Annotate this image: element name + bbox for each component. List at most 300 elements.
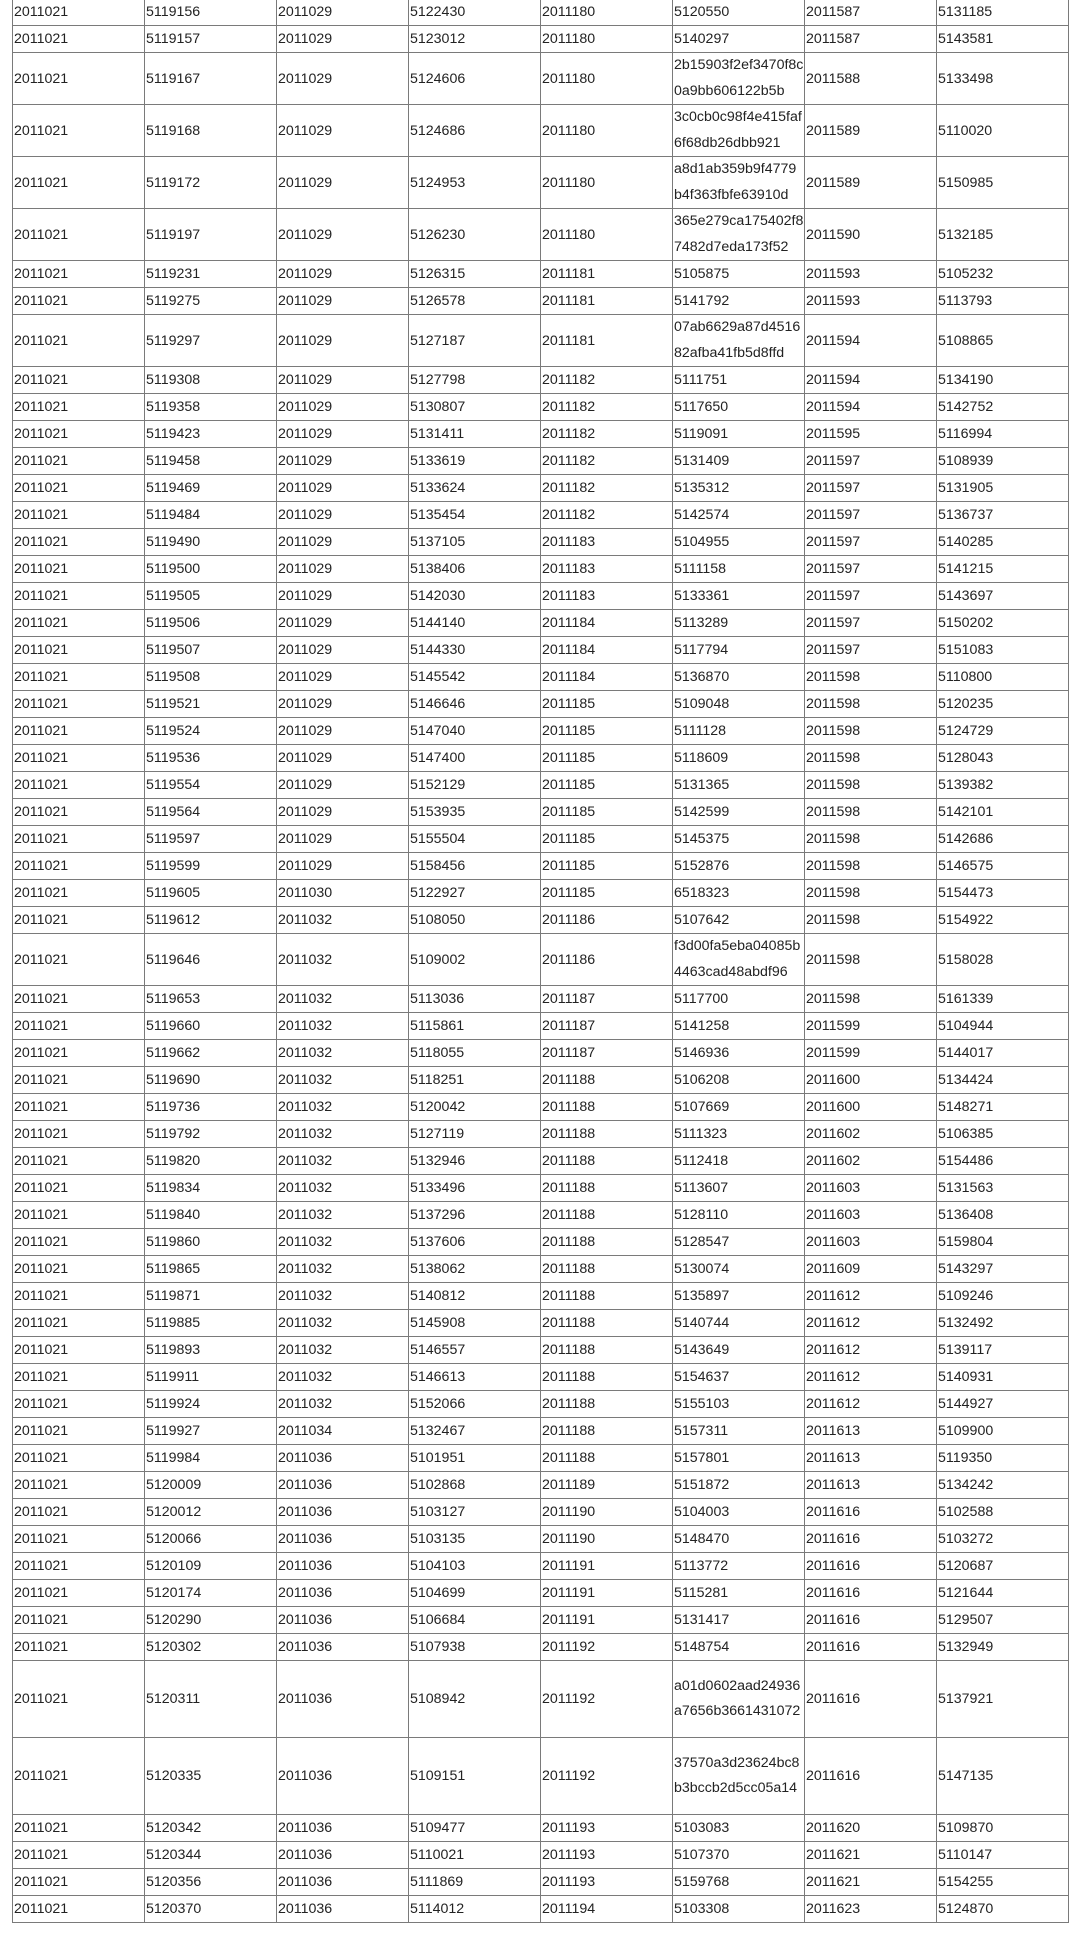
table-cell: 2011183 [541,529,673,556]
table-cell: 5147040 [409,718,541,745]
table-cell: 2011021 [13,1634,145,1661]
table-cell: 5109002 [409,934,541,986]
table-cell: 5110800 [937,664,1069,691]
table-row [13,1364,1069,1391]
table-cell: 5104103 [409,1553,541,1580]
table-cell: 2011182 [541,502,673,529]
table-row [13,529,1069,556]
table-cell: 5135312 [673,475,805,502]
table-cell: 5161339 [937,986,1069,1013]
table-row [13,367,1069,394]
table-cell: 2011032 [277,1202,409,1229]
table-cell: 2011185 [541,718,673,745]
table-cell: 5155504 [409,826,541,853]
table-cell: 5159768 [673,1869,805,1896]
table-cell: 5132492 [937,1310,1069,1337]
table-cell: 2011036 [277,1896,409,1923]
table-cell: 2011180 [541,209,673,261]
table-cell: 5120335 [145,1738,277,1815]
table-cell: 2011021 [13,261,145,288]
table-cell: 5120042 [409,1094,541,1121]
table-cell: 5103127 [409,1499,541,1526]
table-cell: 2011032 [277,1310,409,1337]
table-cell: 2011021 [13,53,145,105]
table-cell: 5114012 [409,1896,541,1923]
table-cell: 2011021 [13,880,145,907]
table-row [13,583,1069,610]
table-cell: 5138406 [409,556,541,583]
table-cell: 2011021 [13,367,145,394]
table-cell: 5133498 [937,53,1069,105]
table-cell: 5111128 [673,718,805,745]
table-cell: 5148271 [937,1094,1069,1121]
table-cell: 2011032 [277,934,409,986]
table-cell: 2011589 [805,157,937,209]
table-cell: 2011180 [541,53,673,105]
table-cell: 2011185 [541,772,673,799]
table-cell: 2011029 [277,157,409,209]
table-cell: 2011613 [805,1418,937,1445]
table-cell: 5109246 [937,1283,1069,1310]
table-cell: 5121644 [937,1580,1069,1607]
table-cell: 2011034 [277,1418,409,1445]
table-cell: 2011188 [541,1148,673,1175]
table-cell: 2011029 [277,691,409,718]
table-row [13,475,1069,502]
table-cell: 2011616 [805,1499,937,1526]
table-cell: 2011185 [541,826,673,853]
table-cell: 5155103 [673,1391,805,1418]
table-cell: 5119469 [145,475,277,502]
table-cell: 2011182 [541,421,673,448]
table-cell: 5119860 [145,1229,277,1256]
table-cell: 2011021 [13,1094,145,1121]
table-cell: 2011036 [277,1607,409,1634]
table-row [13,157,1069,209]
table-cell: 2011021 [13,1337,145,1364]
table-cell: 5128110 [673,1202,805,1229]
table-cell: 5110147 [937,1842,1069,1869]
table-cell: 5144330 [409,637,541,664]
table-cell: 2011180 [541,0,673,26]
table-cell: 5144140 [409,610,541,637]
table-cell: 2011021 [13,1256,145,1283]
table-cell: 2011021 [13,421,145,448]
table-cell: 5119911 [145,1364,277,1391]
table-cell: 5120235 [937,691,1069,718]
table-row [13,1526,1069,1553]
table-cell: 2011600 [805,1094,937,1121]
table-cell: 2011616 [805,1634,937,1661]
table-cell: 5119358 [145,394,277,421]
table-row [13,1283,1069,1310]
table-cell: 5105232 [937,261,1069,288]
table-cell: 5146575 [937,853,1069,880]
table-cell: 2011029 [277,502,409,529]
table-cell: 2011193 [541,1869,673,1896]
table-row [13,261,1069,288]
table-cell: 5133624 [409,475,541,502]
table-cell: 2011029 [277,315,409,367]
table-cell: 3c0cb0c98f4e415faf6f68db26dbb921 [673,105,805,157]
table-cell: 2011598 [805,772,937,799]
table-cell: 5150985 [937,157,1069,209]
table-cell: 5122927 [409,880,541,907]
table-cell: 5143649 [673,1337,805,1364]
table-cell: 07ab6629a87d451682afba41fb5d8ffd [673,315,805,367]
table-cell: 2011612 [805,1283,937,1310]
table-cell: 2011188 [541,1202,673,1229]
table-cell: 2011036 [277,1472,409,1499]
table-cell: 2011036 [277,1526,409,1553]
table-cell: 5120174 [145,1580,277,1607]
table-cell: 2011587 [805,26,937,53]
table-cell: 2011032 [277,1229,409,1256]
table-cell: 2011598 [805,880,937,907]
table-cell: 5124953 [409,157,541,209]
table-cell: 5142752 [937,394,1069,421]
table-cell: 2011616 [805,1607,937,1634]
table-cell: 2011029 [277,53,409,105]
table-cell: 5137606 [409,1229,541,1256]
table-cell: 2011029 [277,0,409,26]
table-cell: 5119156 [145,0,277,26]
table-cell: 5152066 [409,1391,541,1418]
table-cell: 2011616 [805,1738,937,1815]
table-cell: 2011029 [277,288,409,315]
table-cell: 2011032 [277,1256,409,1283]
table-cell: 5132185 [937,209,1069,261]
table-cell: 5158456 [409,853,541,880]
table-cell: 2011021 [13,529,145,556]
table-cell: 5103272 [937,1526,1069,1553]
table-cell: 5120370 [145,1896,277,1923]
table-cell: 2011021 [13,1364,145,1391]
table-cell: 2011594 [805,394,937,421]
table-cell: 5110020 [937,105,1069,157]
table-cell: 2011599 [805,1040,937,1067]
table-cell: 5119297 [145,315,277,367]
table-row [13,421,1069,448]
table-cell: 2011029 [277,367,409,394]
table-cell: 2011185 [541,853,673,880]
table-cell: 5119091 [673,421,805,448]
table-cell: 5126230 [409,209,541,261]
table-cell: 5159804 [937,1229,1069,1256]
data-table [12,0,1069,1923]
table-cell: 5142686 [937,826,1069,853]
table-cell: 2011029 [277,421,409,448]
table-row [13,209,1069,261]
table-row [13,0,1069,26]
table-cell: 2011589 [805,105,937,157]
table-cell: 2011190 [541,1526,673,1553]
table-cell: 2011598 [805,745,937,772]
table-row [13,826,1069,853]
table-cell: 5106208 [673,1067,805,1094]
table-cell: 5143697 [937,583,1069,610]
table-row [13,610,1069,637]
table-cell: 2011188 [541,1445,673,1472]
table-cell: 2011612 [805,1391,937,1418]
table-cell: 2011598 [805,907,937,934]
table-cell: 5119490 [145,529,277,556]
table-cell: 2011597 [805,475,937,502]
table-cell: 5119167 [145,53,277,105]
table-cell: 2011021 [13,1121,145,1148]
table-cell: 5119893 [145,1337,277,1364]
table-cell: 5154922 [937,907,1069,934]
table-cell: 5104955 [673,529,805,556]
table-cell: 2011598 [805,718,937,745]
table-cell: 2011029 [277,26,409,53]
table-cell: 5107938 [409,1634,541,1661]
table-cell: 2011180 [541,105,673,157]
table-cell: 2011597 [805,637,937,664]
table-cell: 2011598 [805,826,937,853]
table-cell: 2011021 [13,502,145,529]
table-cell: 2011021 [13,209,145,261]
table-cell: 5152129 [409,772,541,799]
table-cell: 2011032 [277,1067,409,1094]
table-cell: 2011188 [541,1337,673,1364]
table-cell: 5140285 [937,529,1069,556]
table-cell: 5143581 [937,26,1069,53]
table-cell: 5119660 [145,1013,277,1040]
table-cell: 5119820 [145,1148,277,1175]
table-cell: 2011021 [13,475,145,502]
table-cell: 5136870 [673,664,805,691]
table-row [13,502,1069,529]
table-cell: 2011188 [541,1175,673,1202]
table-cell: 2011190 [541,1499,673,1526]
table-row [13,1121,1069,1148]
table-row [13,637,1069,664]
table-cell: 2011021 [13,1013,145,1040]
table-cell: 2011021 [13,1661,145,1738]
table-cell: 5133361 [673,583,805,610]
table-cell: 2011603 [805,1229,937,1256]
table-cell: 5119792 [145,1121,277,1148]
table-cell: 5112418 [673,1148,805,1175]
table-cell: 5123012 [409,26,541,53]
table-cell: 5126578 [409,288,541,315]
table-cell: 2011613 [805,1445,937,1472]
table-cell: 2011021 [13,1869,145,1896]
table-cell: 5146646 [409,691,541,718]
table-cell: 5118609 [673,745,805,772]
table-cell: 2011029 [277,583,409,610]
table-cell: 2011185 [541,745,673,772]
table-cell: 5119690 [145,1067,277,1094]
table-row [13,718,1069,745]
table-cell: 5148754 [673,1634,805,1661]
table-cell: 5117794 [673,637,805,664]
table-cell: 2011032 [277,1391,409,1418]
table-cell: 5137296 [409,1202,541,1229]
table-row [13,1094,1069,1121]
table-row [13,1472,1069,1499]
table-cell: 5131905 [937,475,1069,502]
table-cell: 2011182 [541,448,673,475]
table-cell: 5103083 [673,1815,805,1842]
table-cell: 2011029 [277,853,409,880]
table-cell: 2011029 [277,556,409,583]
table-cell: 5108865 [937,315,1069,367]
table-cell: 2011620 [805,1815,937,1842]
table-row [13,691,1069,718]
table-cell: 2011021 [13,1499,145,1526]
table-cell: 2011194 [541,1896,673,1923]
table-cell: 5119554 [145,772,277,799]
table-cell: 2011021 [13,610,145,637]
table-cell: 5120066 [145,1526,277,1553]
table-cell: 5158028 [937,934,1069,986]
table-cell: 5154637 [673,1364,805,1391]
table-cell: 5109477 [409,1815,541,1842]
table-cell: 5122430 [409,0,541,26]
table-cell: 2011189 [541,1472,673,1499]
table-cell: 2011021 [13,105,145,157]
table-cell: 5119865 [145,1256,277,1283]
table-row [13,1418,1069,1445]
table-cell: 2011188 [541,1391,673,1418]
table-cell: 5119612 [145,907,277,934]
table-cell: 5106385 [937,1121,1069,1148]
table-cell: 2011021 [13,556,145,583]
table-cell: 5107370 [673,1842,805,1869]
table-row [13,26,1069,53]
table-row [13,1229,1069,1256]
table-cell: 2011185 [541,691,673,718]
table-cell: 5119524 [145,718,277,745]
table-cell: 2011029 [277,664,409,691]
table-cell: 2011021 [13,1067,145,1094]
table-cell: 5119197 [145,209,277,261]
table-cell: 2011192 [541,1661,673,1738]
table-cell: 2011616 [805,1580,937,1607]
table-cell: 2011021 [13,1040,145,1067]
table-cell: 5137105 [409,529,541,556]
table-cell: 5113036 [409,986,541,1013]
table-cell: 5111751 [673,367,805,394]
table-cell: 6518323 [673,880,805,907]
table-cell: 5133619 [409,448,541,475]
table-cell: 5150202 [937,610,1069,637]
table-cell: 2011593 [805,261,937,288]
table-cell: 5148470 [673,1526,805,1553]
table-cell: 5131185 [937,0,1069,26]
table-cell: 2011021 [13,1553,145,1580]
table-cell: 2011185 [541,880,673,907]
table-cell: 5141215 [937,556,1069,583]
table-cell: 5119885 [145,1310,277,1337]
table-cell: 2011188 [541,1283,673,1310]
table-cell: 2011029 [277,799,409,826]
table-cell: 5131417 [673,1607,805,1634]
table-cell: 5111323 [673,1121,805,1148]
table-cell: 2011021 [13,637,145,664]
table-cell: 2011032 [277,1364,409,1391]
table-cell: 5143297 [937,1256,1069,1283]
table-row [13,853,1069,880]
data-table-container [12,0,1068,1923]
table-cell: 2011021 [13,1175,145,1202]
table-cell: 2011588 [805,53,937,105]
table-cell: 2011598 [805,664,937,691]
table-cell: 2011602 [805,1148,937,1175]
table-cell: 5140812 [409,1283,541,1310]
table-cell: 5119172 [145,157,277,209]
table-cell: 2011029 [277,772,409,799]
table-cell: 2011029 [277,637,409,664]
table-cell: f3d00fa5eba04085b4463cad48abdf96 [673,934,805,986]
table-row [13,1202,1069,1229]
table-row [13,315,1069,367]
table-cell: 5139117 [937,1337,1069,1364]
table-cell: 2011597 [805,502,937,529]
table-row [13,1391,1069,1418]
table-cell: 5119924 [145,1391,277,1418]
table-cell: 5119662 [145,1040,277,1067]
table-cell: 2011602 [805,1121,937,1148]
table-cell: 2011036 [277,1445,409,1472]
table-cell: 2011036 [277,1869,409,1896]
table-cell: 2011597 [805,610,937,637]
table-cell: 5142030 [409,583,541,610]
table-cell: 5124729 [937,718,1069,745]
table-row [13,880,1069,907]
table-cell: 5131411 [409,421,541,448]
table-cell: 2011594 [805,315,937,367]
table-cell: 2011029 [277,529,409,556]
table-cell: 5118055 [409,1040,541,1067]
table-cell: 2011186 [541,934,673,986]
table-row [13,394,1069,421]
table-cell: 5119597 [145,826,277,853]
table-cell: 2011021 [13,26,145,53]
table-cell: 5108939 [937,448,1069,475]
table-cell: 2011188 [541,1229,673,1256]
table-cell: 2011021 [13,1445,145,1472]
table-cell: 5119505 [145,583,277,610]
table-cell: 2011036 [277,1553,409,1580]
table-cell: 5124606 [409,53,541,105]
table-cell: 2011021 [13,1148,145,1175]
table-cell: 5145375 [673,826,805,853]
table-cell: 2011036 [277,1661,409,1738]
table-cell: 2011188 [541,1121,673,1148]
table-cell: 5102588 [937,1499,1069,1526]
table-cell: 5101951 [409,1445,541,1472]
table-cell: 5120550 [673,0,805,26]
table-cell: 5119536 [145,745,277,772]
table-row [13,986,1069,1013]
table-cell: 2011181 [541,261,673,288]
table-cell: 5132949 [937,1634,1069,1661]
table-cell: 5142599 [673,799,805,826]
table-row [13,934,1069,986]
table-cell: 5132946 [409,1148,541,1175]
table-cell: 2011598 [805,986,937,1013]
table-cell: 5128547 [673,1229,805,1256]
table-cell: 2011612 [805,1310,937,1337]
table-cell: 5107669 [673,1094,805,1121]
table-cell: 2011021 [13,583,145,610]
table-cell: 5113793 [937,288,1069,315]
table-cell: 5147400 [409,745,541,772]
table-cell: 2011021 [13,1738,145,1815]
